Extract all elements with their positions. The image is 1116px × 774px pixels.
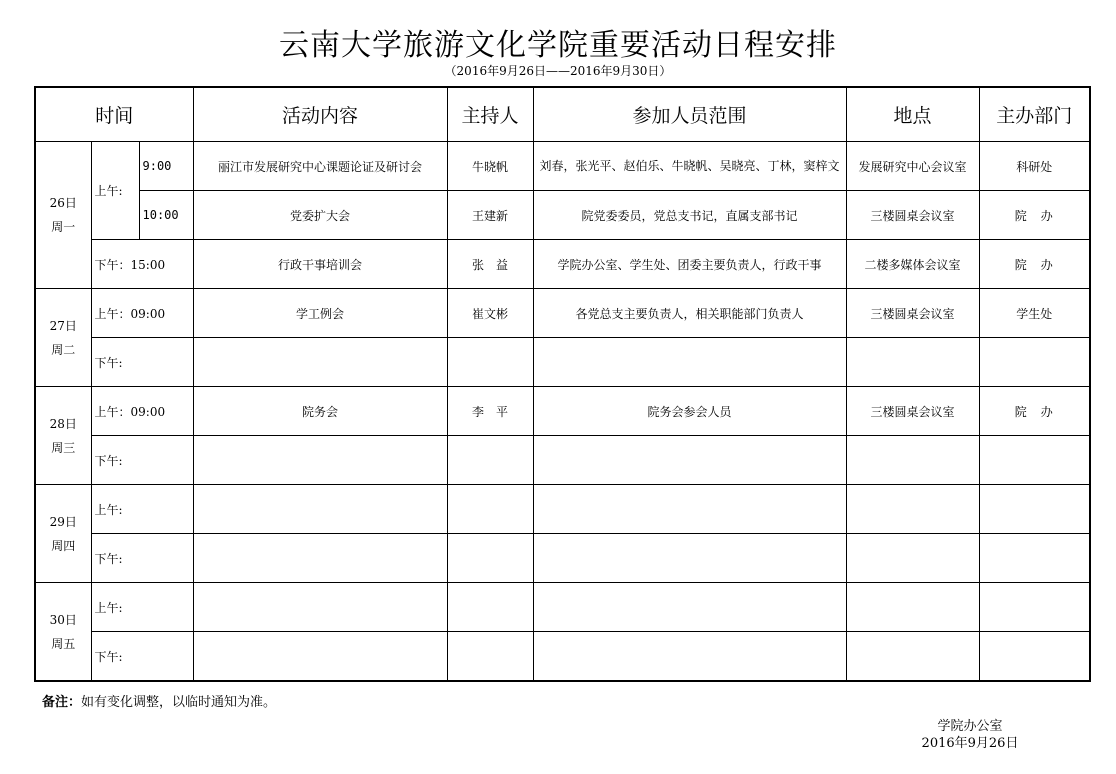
host-cell: 张 益 xyxy=(447,240,533,289)
host-cell: 王建新 xyxy=(447,191,533,240)
page-title: 云南大学旅游文化学院重要活动日程安排 xyxy=(279,28,837,63)
organizer-cell xyxy=(979,338,1090,387)
participants-cell xyxy=(533,632,846,682)
table-row xyxy=(35,387,1090,436)
host-cell xyxy=(447,534,533,583)
table-row xyxy=(35,583,1090,632)
day-weekday: 周五 xyxy=(51,636,76,651)
organizer-cell: 院 办 xyxy=(979,387,1090,436)
day-weekday: 周四 xyxy=(51,538,76,553)
header-organizer: 主办部门 xyxy=(979,87,1090,142)
header-row xyxy=(35,87,1090,142)
day-date: 30日 xyxy=(49,612,77,627)
day-cell-26 xyxy=(35,142,91,289)
header-content: 活动内容 xyxy=(193,87,447,142)
pm-label: 下午: xyxy=(91,534,193,583)
participants-cell: 刘春，张光平、赵伯乐、牛晓帆、吴晓亮、丁林，窦梓文 xyxy=(533,142,846,191)
organizer-cell xyxy=(979,632,1090,682)
am-label: 上午: xyxy=(91,142,139,240)
content-cell: 行政干事培训会 xyxy=(193,240,447,289)
pm-label: 下午: xyxy=(91,338,193,387)
location-cell: 三楼圆桌会议室 xyxy=(846,387,979,436)
table-row xyxy=(35,436,1090,485)
header-time: 时间 xyxy=(35,87,193,142)
participants-cell xyxy=(533,485,846,534)
content-cell: 院务会 xyxy=(193,387,447,436)
organizer-cell: 院 办 xyxy=(979,191,1090,240)
content-cell xyxy=(193,632,447,682)
host-cell xyxy=(447,632,533,682)
day-cell-28 xyxy=(35,387,91,485)
content-cell: 党委扩大会 xyxy=(193,191,447,240)
host-cell: 牛晓帆 xyxy=(447,142,533,191)
remark-text: 如有变化调整，以临时通知为准。 xyxy=(81,695,277,710)
header-participants: 参加人员范围 xyxy=(533,87,846,142)
organizer-cell: 学生处 xyxy=(979,289,1090,338)
participants-cell: 院务会参会人员 xyxy=(533,387,846,436)
participants-cell xyxy=(533,338,846,387)
location-cell: 二楼多媒体会议室 xyxy=(846,240,979,289)
table-row xyxy=(35,191,1090,240)
host-cell: 李 平 xyxy=(447,387,533,436)
location-cell xyxy=(846,632,979,682)
content-cell xyxy=(193,338,447,387)
participants-cell xyxy=(533,534,846,583)
time-cell: 9:00 xyxy=(139,142,193,191)
content-cell xyxy=(193,436,447,485)
host-cell: 崔文彬 xyxy=(447,289,533,338)
content-cell xyxy=(193,534,447,583)
day-cell-29 xyxy=(35,485,91,583)
host-cell xyxy=(447,436,533,485)
location-cell xyxy=(846,485,979,534)
content-cell xyxy=(193,583,447,632)
day-date: 28日 xyxy=(49,416,77,431)
table-row xyxy=(35,338,1090,387)
day-date: 26日 xyxy=(49,196,77,210)
table-row xyxy=(35,534,1090,583)
time-label-cell: 上午：09:00 xyxy=(91,289,193,338)
remark xyxy=(42,691,276,710)
participants-cell xyxy=(533,583,846,632)
location-cell: 发展研究中心会议室 xyxy=(846,142,979,191)
organizer-cell xyxy=(979,436,1090,485)
participants-cell: 各党总支主要负责人，相关职能部门负责人 xyxy=(533,289,846,338)
organizer-cell: 科研处 xyxy=(979,142,1090,191)
day-cell-27 xyxy=(35,289,91,387)
location-cell xyxy=(846,338,979,387)
table-row xyxy=(35,632,1090,682)
organizer-cell xyxy=(979,583,1090,632)
time-label-cell: 上午：09:00 xyxy=(91,387,193,436)
organizer-cell xyxy=(979,534,1090,583)
location-cell: 三楼圆桌会议室 xyxy=(846,289,979,338)
participants-cell: 学院办公室、学生处、团委主要负责人，行政干事 xyxy=(533,240,846,289)
organizer-cell: 院 办 xyxy=(979,240,1090,289)
date-range-subtitle: （2016年9月26日——2016年9月30日） xyxy=(444,64,672,78)
table-row xyxy=(35,240,1090,289)
location-cell xyxy=(846,534,979,583)
table-row xyxy=(35,289,1090,338)
header-host: 主持人 xyxy=(447,87,533,142)
content-cell: 丽江市发展研究中心课题论证及研讨会 xyxy=(193,142,447,191)
am-label: 上午: xyxy=(91,485,193,534)
signature-office: 学院办公室 xyxy=(937,719,1003,734)
pm-label: 下午: xyxy=(91,632,193,682)
organizer-cell xyxy=(979,485,1090,534)
participants-cell: 院党委委员，党总支书记，直属支部书记 xyxy=(533,191,846,240)
table-row xyxy=(35,485,1090,534)
location-cell: 三楼圆桌会议室 xyxy=(846,191,979,240)
pm-label: 下午: xyxy=(91,436,193,485)
header-location: 地点 xyxy=(846,87,979,142)
content-cell: 学工例会 xyxy=(193,289,447,338)
host-cell xyxy=(447,485,533,534)
day-cell-30 xyxy=(35,583,91,682)
host-cell xyxy=(447,583,533,632)
table-row xyxy=(35,142,1090,191)
time-cell: 10:00 xyxy=(139,191,193,240)
participants-cell xyxy=(533,436,846,485)
host-cell xyxy=(447,338,533,387)
day-weekday: 周一 xyxy=(51,220,76,234)
am-label: 上午: xyxy=(91,583,193,632)
day-weekday: 周二 xyxy=(51,342,76,357)
day-weekday: 周三 xyxy=(51,440,76,455)
day-date: 29日 xyxy=(49,514,77,529)
schedule-table xyxy=(34,86,1091,682)
remark-label: 备注： xyxy=(42,695,82,710)
signature-date: 2016年9月26日 xyxy=(921,736,1019,751)
location-cell xyxy=(846,583,979,632)
time-label-cell: 下午：15:00 xyxy=(91,240,193,289)
content-cell xyxy=(193,485,447,534)
location-cell xyxy=(846,436,979,485)
day-date: 27日 xyxy=(49,318,77,333)
signature-block xyxy=(900,718,1040,752)
